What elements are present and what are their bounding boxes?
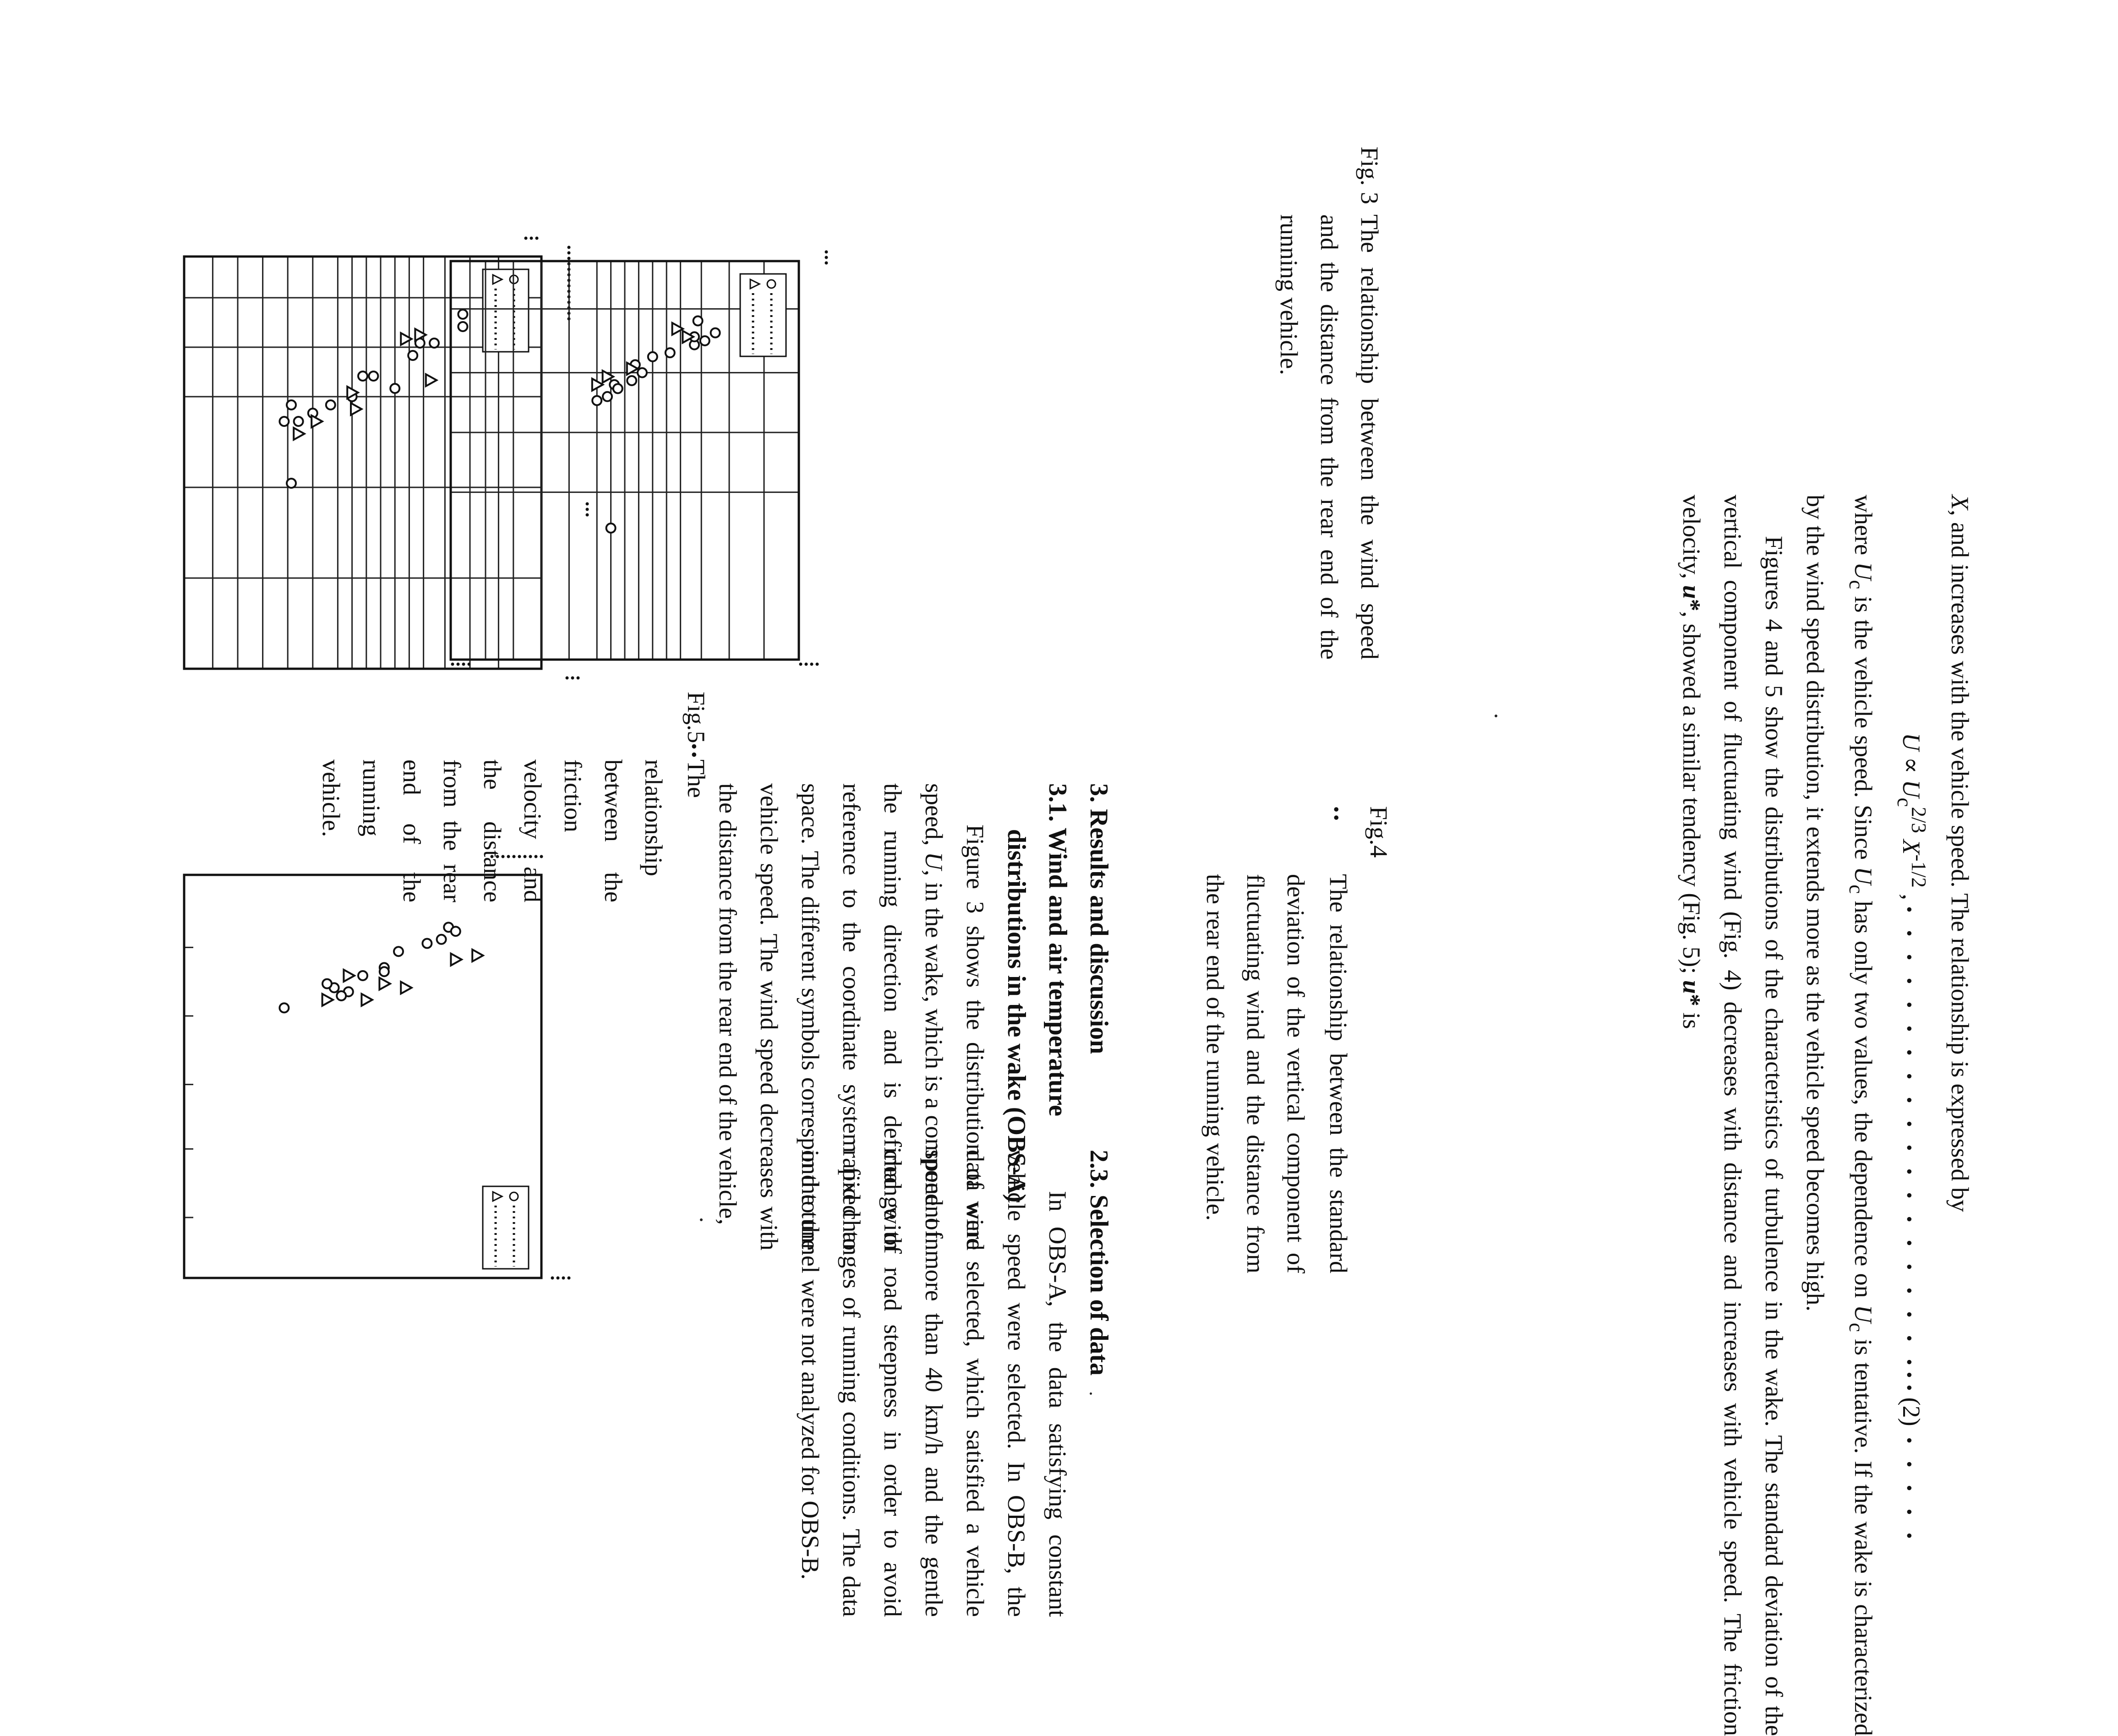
data-point-triangle bbox=[401, 333, 411, 345]
data-point-circle bbox=[666, 348, 675, 357]
data-point-circle bbox=[700, 336, 710, 345]
tick-label-dot bbox=[451, 663, 454, 666]
data-point-circle bbox=[358, 371, 367, 381]
legend-box bbox=[483, 1186, 529, 1269]
fig3-label: Fig. 3 bbox=[1356, 147, 1383, 205]
data-point-circle bbox=[606, 524, 616, 533]
equation-2: $U \propto U_c^{2/3}$ $X^{-1/2}$ , • • • • • • • • • • • • • • • • • • • •••(2) • • • • • bbox=[1893, 733, 1930, 1545]
tick-label-dot bbox=[457, 663, 460, 666]
data-point-circle bbox=[422, 939, 431, 948]
section-3-1-para3: Figures 4 and 5 show the distributions of the characteristics of turbulence in the wake. The standard deviation of the vertical component of fluctuating wind (Fig. 4) decreases with distance and increases with vehicle speed. The friction velocity, u*, showed a similar tendency (Fig. 5); u* is bbox=[1678, 495, 1788, 1736]
tick-label-dot bbox=[799, 663, 802, 666]
data-point-circle bbox=[337, 991, 346, 1000]
data-point-circle bbox=[279, 417, 289, 426]
data-point-circle bbox=[408, 351, 417, 360]
fig3-caption-text: The relationship between the wind speed and the distance from the rear end of the running vehicle. bbox=[1275, 214, 1383, 660]
fig5-chart bbox=[442, 220, 845, 678]
tick-label-dot bbox=[810, 663, 813, 666]
tick-label-dot bbox=[825, 262, 828, 265]
fullwidth-text bbox=[1671, 495, 1981, 1736]
fig4-plot bbox=[180, 847, 596, 1287]
print-speck bbox=[700, 1218, 703, 1221]
tick-label-dot bbox=[557, 1277, 560, 1280]
data-point-circle bbox=[693, 317, 703, 326]
tick-label-dot bbox=[562, 1277, 565, 1280]
tick-label-dot bbox=[468, 663, 471, 666]
data-point-triangle bbox=[344, 970, 354, 982]
data-point-circle bbox=[369, 371, 378, 381]
legend-box bbox=[740, 274, 786, 356]
tick-label-dot bbox=[825, 251, 828, 254]
fig5-caption bbox=[311, 692, 716, 902]
data-point-triangle bbox=[294, 428, 304, 440]
section-2-3-heading: 2.3. Selection of data bbox=[1085, 1150, 1113, 1376]
print-speck bbox=[1090, 1392, 1092, 1395]
data-point-circle bbox=[287, 479, 296, 488]
fig4-chart bbox=[180, 847, 596, 1287]
data-point-triangle bbox=[311, 415, 322, 427]
tick-label-dot bbox=[805, 663, 808, 666]
data-point-circle bbox=[627, 376, 636, 385]
tick-label-dot bbox=[568, 1277, 571, 1280]
fig3-caption bbox=[1269, 147, 1390, 660]
data-point-triangle bbox=[322, 994, 333, 1006]
data-point-circle bbox=[603, 392, 612, 401]
section-3-1-para1-rest: X, and increases with the vehicle speed. The relationship is expressed by bbox=[1946, 495, 1974, 1212]
tick-label-dot bbox=[825, 256, 828, 259]
section-2-3-paragraph: In OBS-A, the data satisfying constant vehicle speed were selected. In OBS-B, the data were selected, which satisfied a vehicle speed of more than 40 km/h and the gentle change of road steepness in order to avoid rapid changes of running conditions. The data in the tunnel were not analyzed for OBS-B. bbox=[797, 1150, 1071, 1617]
data-point-triangle bbox=[472, 950, 483, 961]
fig5-label: Fig.5•• bbox=[682, 692, 710, 760]
fig5-caption-text: The relationship between the friction velocity and the distance from the rear end of the running vehicle. bbox=[317, 759, 710, 902]
data-point-circle bbox=[294, 417, 303, 426]
data-point-triangle bbox=[401, 982, 411, 994]
fig4-caption bbox=[1195, 806, 1399, 1273]
equation-number: (2) bbox=[1898, 1397, 1925, 1426]
data-point-circle bbox=[358, 971, 367, 980]
data-point-circle bbox=[613, 384, 622, 393]
data-point-triangle bbox=[451, 954, 461, 966]
section-3-1-para2: where $U_c$ is the vehicle speed. Since $U_c$ has only two values, the dependence on $U_c$ is tentative. If the wake is characterized by the wind speed distribution, it extends more as the vehicle speed becomes high. bbox=[1801, 495, 1878, 1736]
data-point-circle bbox=[394, 947, 403, 956]
section-3 bbox=[707, 783, 1119, 1250]
data-point-circle bbox=[430, 338, 439, 348]
data-point-circle bbox=[322, 979, 332, 988]
data-point-circle bbox=[437, 935, 446, 944]
data-point-circle bbox=[711, 328, 720, 338]
section-3-1-heading: 3.1. Wind and air temperature distributions in the wake (OBS-A) bbox=[1002, 783, 1072, 1203]
data-point-circle bbox=[326, 400, 335, 409]
fig5-plot bbox=[442, 220, 845, 678]
data-point-circle bbox=[279, 1003, 289, 1012]
data-point-circle bbox=[592, 396, 601, 405]
legend-circle-marker bbox=[767, 280, 775, 288]
tick-label-dot bbox=[816, 663, 819, 666]
data-point-circle bbox=[380, 967, 389, 976]
data-point-triangle bbox=[379, 978, 390, 990]
fig4-caption-text: The relationship between the standard deviation of the vertical component of fluctuating wind and the distance from the rear end of the running vehicle. bbox=[1201, 874, 1352, 1273]
data-point-triangle bbox=[426, 374, 437, 386]
print-speck bbox=[1495, 715, 1497, 717]
data-point-circle bbox=[648, 352, 657, 361]
tick-label-dot bbox=[551, 1277, 554, 1280]
data-point-circle bbox=[638, 368, 647, 377]
fig4-label: Fig.4 •• bbox=[1326, 806, 1392, 858]
data-point-triangle bbox=[351, 403, 361, 415]
section-3-heading: 3. Results and discussion bbox=[1085, 783, 1113, 1054]
data-point-circle bbox=[287, 400, 296, 409]
tick-label-dot bbox=[462, 663, 465, 666]
data-point-triangle bbox=[361, 994, 372, 1006]
data-point-circle bbox=[390, 384, 399, 393]
data-point-triangle bbox=[672, 323, 683, 335]
legend-circle-marker bbox=[510, 1192, 518, 1201]
data-point-circle bbox=[451, 927, 460, 936]
section-3-1-para1-top: Figure 3 shows the distribution of wind speed, U, in the wake, which is a component in the running direction and is defined with reference to the coordinate system fixed to space. The different symbols correspond to the vehicle speed. The wind speed decreases with the distance from the rear end of the vehicle, bbox=[714, 783, 989, 1250]
